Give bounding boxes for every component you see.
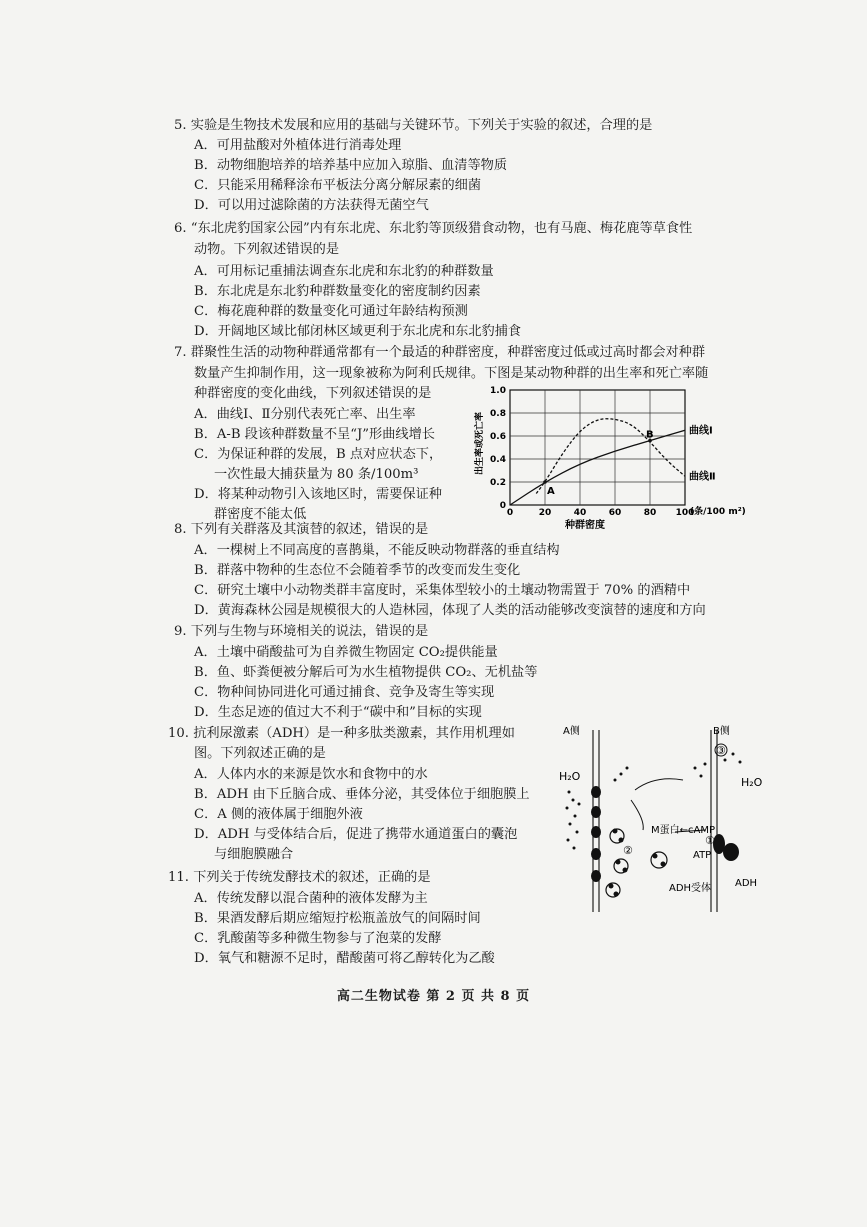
question-text: “东北虎豹国家公园”内有东北虎、东北豹等顶级猎食动物，也有马鹿、梅花鹿等草食性 — [190, 221, 693, 236]
y-tick-label: 0.6 — [490, 432, 506, 442]
question-number: 9. — [174, 624, 187, 639]
m-protein-camp-label: M蛋白←cAMP — [651, 825, 716, 836]
question-number: 7. — [174, 345, 187, 360]
question-5-stem — [174, 116, 652, 136]
q8-option-d: D．黄海森林公园是规模很大的人造林园，体现了人类的活动能够改变演替的速度和方向 — [194, 603, 706, 618]
a-side-label: A侧 — [563, 726, 580, 737]
question-6-stem-cont: 动物。下列叙述错误的是 — [194, 242, 340, 257]
question-9-stem — [174, 622, 428, 642]
q6-option-b: B．东北虎是东北豹种群数量变化的密度制约因素 — [194, 284, 481, 299]
question-text: 实验是生物技术发展和应用的基础与关键环节。下列关于实验的叙述，合理的是 — [190, 118, 653, 133]
chart-y-axis-label: 出生率或死亡率 — [475, 411, 485, 475]
step2-label: ② — [623, 844, 633, 857]
step1-label: ① — [705, 834, 715, 847]
page-footer: 高二生物试卷 第 2 页 共 8 页 — [336, 989, 531, 1004]
question-10-stem — [168, 724, 515, 744]
q10-option-c: C．A 侧的液体属于细胞外液 — [194, 807, 363, 822]
q9-option-c: C．物种间协同进化可通过捕食、竞争及寄生等实现 — [194, 685, 495, 700]
q7-option-a: A．曲线Ⅰ、Ⅱ分别代表死亡率、出生率 — [194, 407, 416, 422]
question-text: 抗利尿激素（ADH）是一种多肽类激素，其作用机理如 — [193, 726, 515, 741]
q5-option-c: C．只能采用稀释涂布平板法分离分解尿素的细菌 — [194, 178, 482, 193]
question-text: 下列关于传统发酵技术的叙述，正确的是 — [193, 870, 431, 885]
q11-option-a: A．传统发酵以混合菌种的液体发酵为主 — [194, 891, 428, 906]
question-number: 5. — [174, 118, 187, 133]
q6-option-d: D．开阔地区域比郁闭林区域更利于东北虎和东北豹捕食 — [194, 324, 522, 339]
x-tick-label: 20 — [538, 508, 552, 518]
question-7-stem-cont2: 种群密度的变化曲线，下列叙述错误的是 — [194, 386, 432, 401]
question-number: 11. — [168, 870, 189, 885]
question-number: 10. — [168, 726, 189, 741]
q11-option-d: D．氧气和糖源不足时，醋酸菌可将乙醇转化为乙酸 — [194, 951, 495, 966]
q9-option-d: D．生态足迹的值过大不利于“碳中和”目标的实现 — [194, 705, 482, 720]
adh-label: ADH — [735, 878, 758, 889]
chart-x-unit: (条/100 m²) — [690, 507, 746, 517]
y-tick-label: 0.2 — [490, 478, 506, 488]
q7-option-d: D．将某种动物引入该地区时，需要保证种 — [194, 487, 442, 502]
question-7-stem — [174, 343, 705, 363]
x-tick-label: 100 — [675, 508, 695, 518]
q8-option-b: B．群落中物种的生态位不会随着季节的改变而发生变化 — [194, 563, 521, 578]
y-tick-label: 0.4 — [490, 455, 506, 465]
q5-option-d: D．可以用过滤除菌的方法获得无菌空气 — [194, 198, 429, 213]
q5-option-b: B．动物细胞培养的培养基中应加入琼脂、血清等物质 — [194, 158, 508, 173]
q8-option-c: C．研究土壤中小动物类群丰富度时，采集体型较小的土壤动物需置于 70% 的酒精中 — [194, 583, 691, 598]
question-6-stem — [174, 219, 692, 239]
question-text: 下列有关群落及其演替的叙述，错误的是 — [190, 522, 429, 537]
q11-option-b: B．果酒发酵后期应缩短拧松瓶盖放气的间隔时间 — [194, 911, 481, 926]
q10-option-d-cont: 与细胞膜融合 — [214, 847, 294, 862]
vesicle-proteins — [609, 829, 666, 897]
annotation-point-A — [543, 480, 547, 484]
q8-option-a: A．一棵树上不同高度的喜鹊巢，不能反映动物群落的垂直结构 — [194, 543, 560, 558]
y-tick-label: 0.8 — [490, 409, 506, 419]
question-number: 8. — [174, 522, 187, 537]
vesicles — [606, 829, 667, 897]
q7-option-c: C．为保证种群的发展，B 点对应状态下， — [194, 447, 443, 462]
y-tick-label: 0 — [499, 501, 506, 511]
adh-mechanism-diagram — [555, 720, 785, 915]
question-text: 下列与生物与环境相关的说法，错误的是 — [190, 624, 429, 639]
series-label-1: 曲线Ⅰ — [689, 425, 713, 437]
q6-option-a: A．可用标记重捕法调查东北虎和东北豹的种群数量 — [194, 264, 494, 279]
q7-option-d-cont: 群密度不能太低 — [214, 507, 307, 522]
adh-receptor-label: ADH受体 — [669, 883, 712, 894]
x-tick-label: 40 — [573, 508, 587, 518]
x-tick-label: 60 — [608, 508, 622, 518]
water-label-right: H₂O — [741, 776, 763, 789]
atp-label: ATP — [693, 850, 712, 861]
q7-option-b: B．A-B 段该种群数量不呈“J”形曲线增长 — [194, 427, 435, 442]
q10-option-d: D．ADH 与受体结合后，促进了携带水通道蛋白的囊泡 — [194, 827, 518, 842]
series-label-2: 曲线Ⅱ — [689, 471, 716, 483]
q10-option-b: B．ADH 由下丘脑合成、垂体分泌，其受体位于细胞膜上 — [194, 787, 530, 802]
question-11-stem — [168, 868, 431, 888]
series-line-1 — [510, 430, 685, 505]
x-tick-label: 0 — [506, 508, 514, 518]
question-10-stem-cont: 图。下列叙述正确的是 — [194, 746, 326, 761]
transport-arrow — [635, 779, 683, 790]
q10-option-a: A．人体内水的来源是饮水和食物中的水 — [194, 767, 428, 782]
chart-x-axis-label: 种群密度 — [565, 520, 605, 530]
y-tick-label: 1.0 — [490, 386, 506, 396]
adh-molecule-shape — [723, 843, 739, 861]
annotation-label-A: A — [547, 486, 555, 497]
water-label-left: H₂O — [559, 770, 581, 783]
q7-option-c-cont: 一次性最大捕获量为 80 条/100m³ — [214, 467, 419, 482]
vesicle-arrow — [631, 800, 643, 830]
annotation-label-B: B — [646, 429, 654, 441]
q9-option-a: A．土壤中硝酸盐可为自养微生物固定 CO₂提供能量 — [194, 645, 498, 660]
question-7-stem-cont1: 数量产生抑制作用，这一现象被称为阿利氏规律。下图是某动物种群的出生率和死亡率随 — [194, 366, 709, 381]
b-side-label: B侧 — [713, 726, 730, 737]
question-number: 6. — [174, 221, 187, 236]
step3-label: ③ — [716, 744, 726, 757]
q6-option-c: C．梅花鹿种群的数量变化可通过年龄结构预测 — [194, 304, 468, 319]
question-text: 群聚性生活的动物种群通常都有一个最适的种群密度，种群密度过低或过高时都会对种群 — [190, 345, 706, 360]
x-tick-label: 80 — [643, 508, 657, 518]
birth-death-rate-chart — [470, 380, 760, 530]
q9-option-b: B．鱼、虾粪便被分解后可为水生植物提供 CO₂、无机盐等 — [194, 665, 538, 680]
q11-option-c: C．乳酸菌等多种微生物参与了泡菜的发酵 — [194, 931, 442, 946]
q5-option-a: A．可用盐酸对外植体进行消毒处理 — [194, 138, 402, 153]
question-8-stem — [174, 520, 428, 540]
